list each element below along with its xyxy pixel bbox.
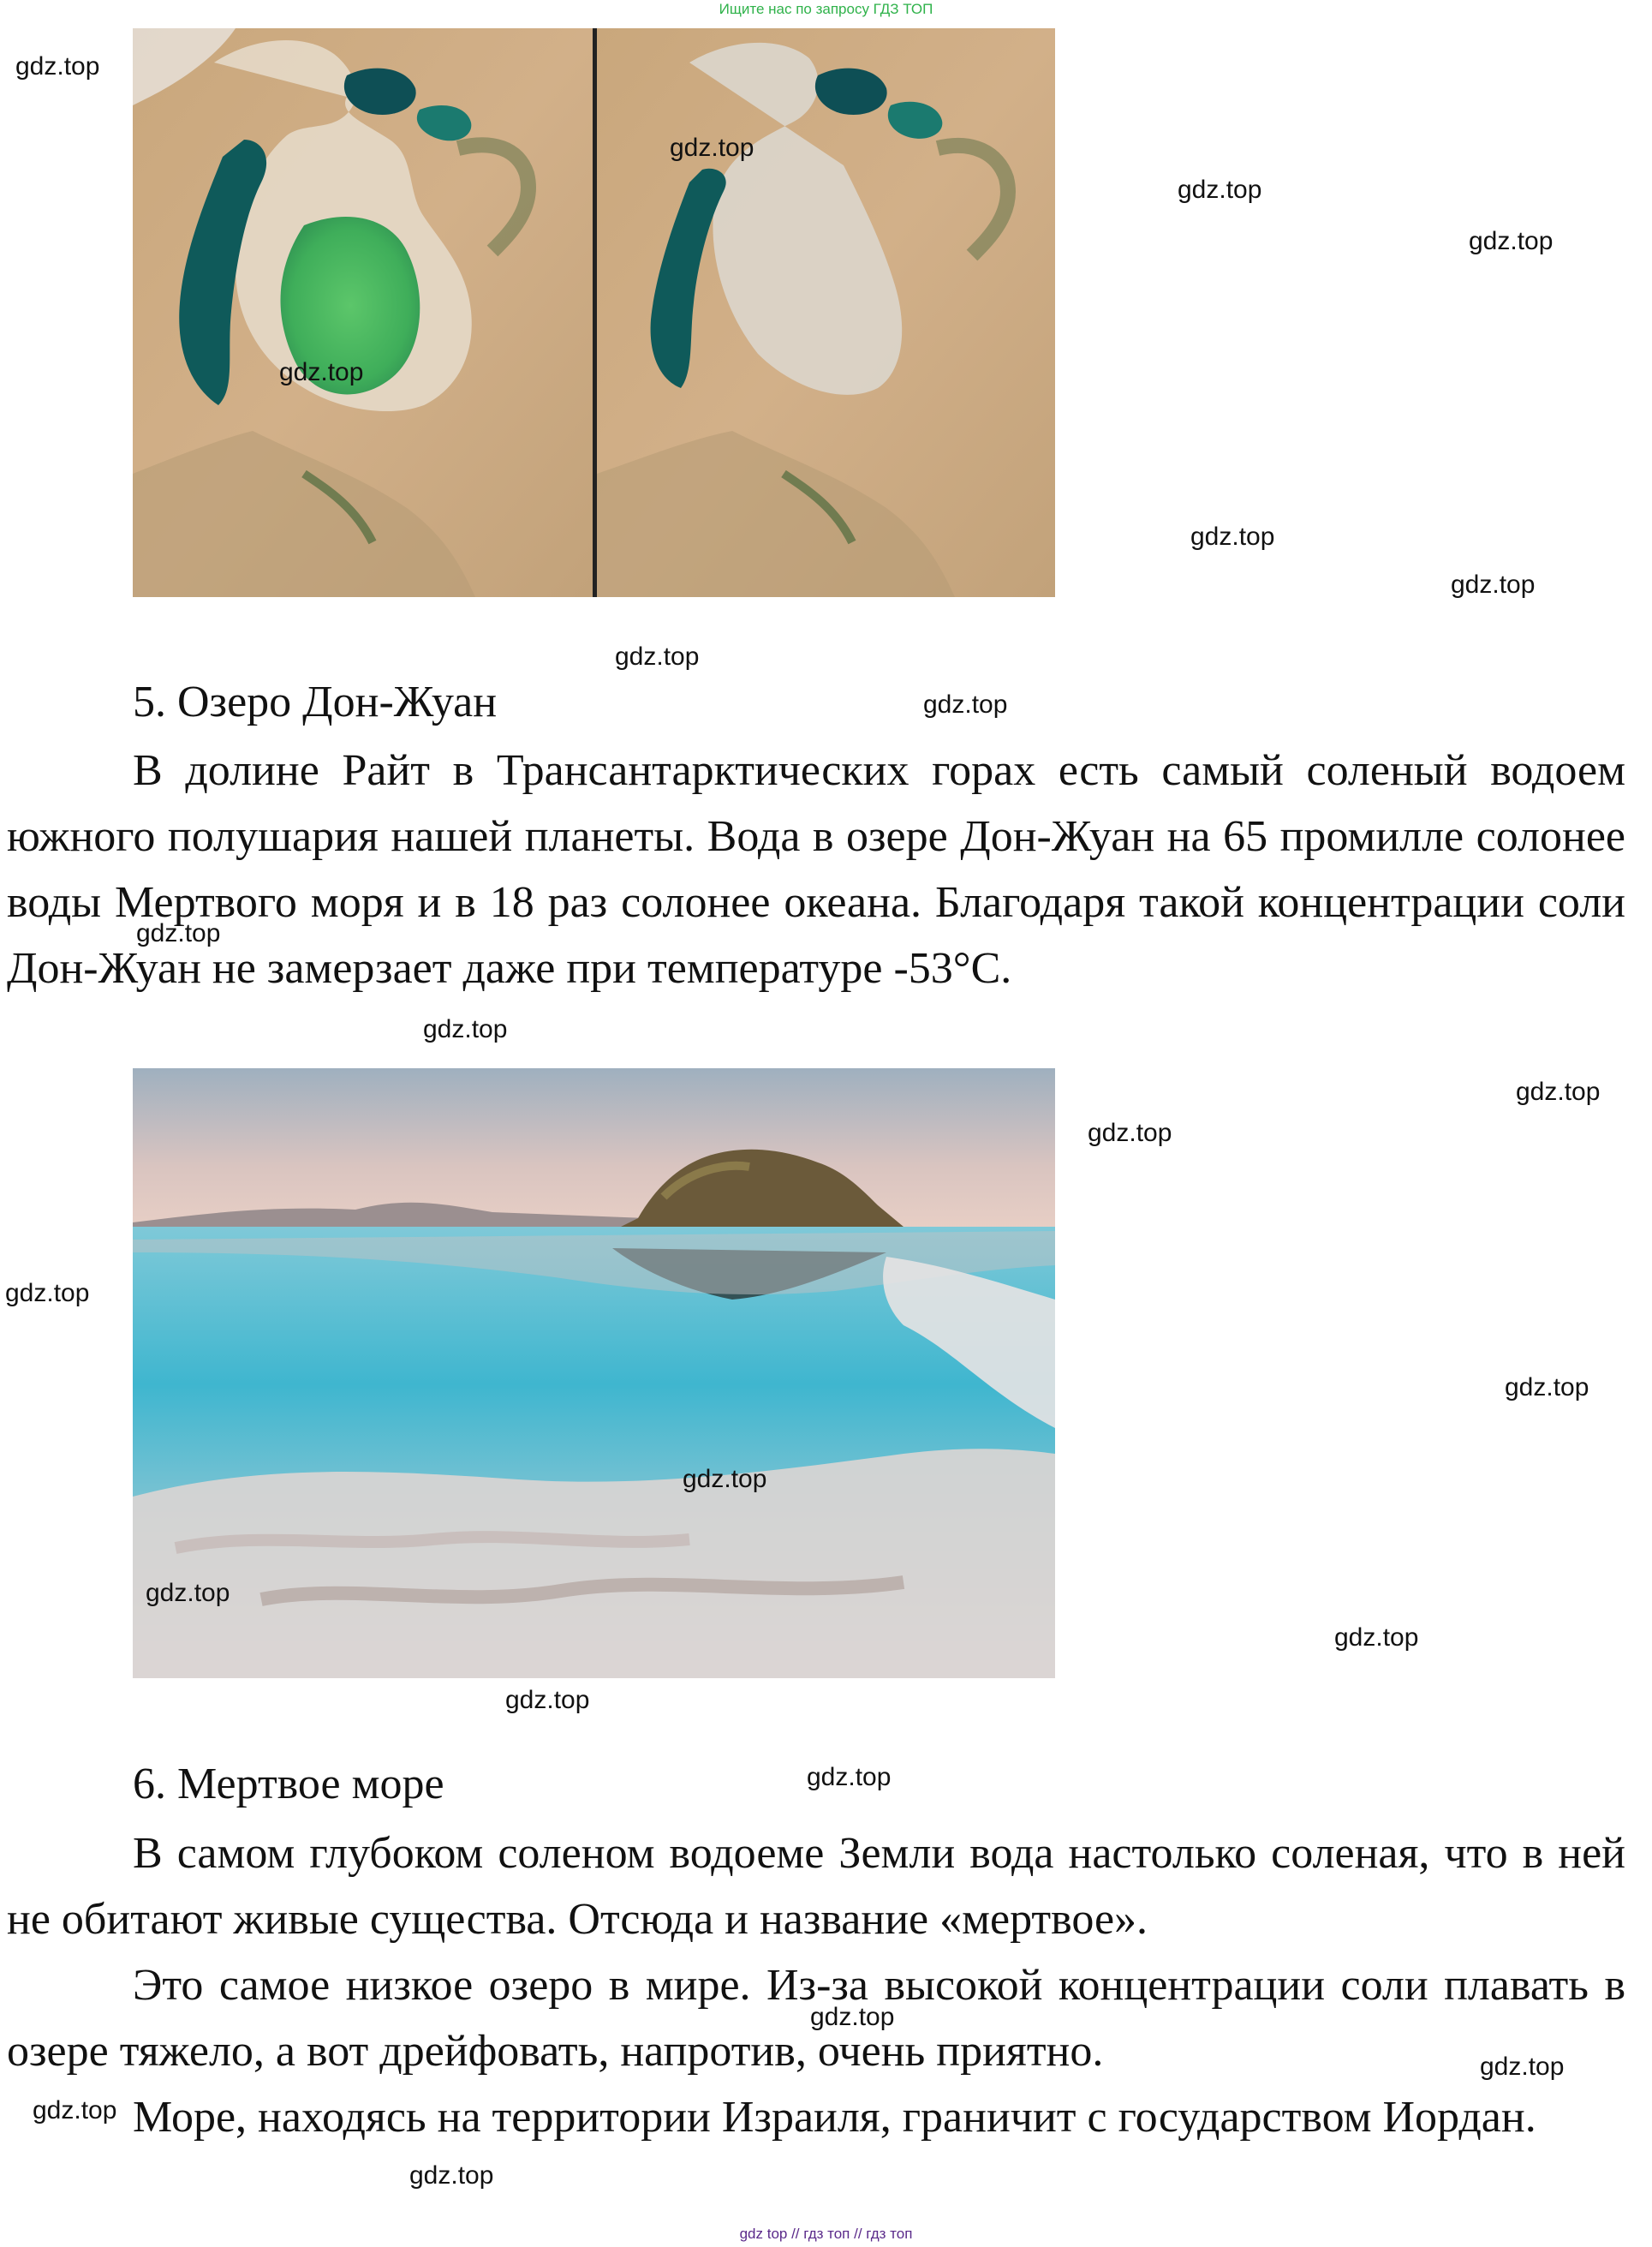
watermark: gdz.top: [5, 1279, 90, 1307]
watermark: gdz.top: [146, 1579, 230, 1607]
section-6-paragraph-1: В самом глубоком соленом водоеме Земли вода настолько соленая, что в ней не обитают живые существа. Отсюда и название «мертвое».: [7, 1829, 1625, 1944]
watermark: gdz.top: [423, 1015, 508, 1043]
watermark: gdz.top: [1178, 176, 1262, 204]
watermark: gdz.top: [1088, 1119, 1172, 1147]
section-6-heading: 6. Мертвое море: [133, 1760, 444, 1808]
watermark: gdz.top: [1516, 1078, 1601, 1106]
watermark: gdz.top: [615, 642, 700, 671]
section-5-paragraph: В долине Райт в Трансантарктических горах есть самый соленый водоем южного полушария нашей планеты. Вода в озере Дон-Жуан на 65 промилле солонее воды Мертвого моря и в 18 раз солонее океана. Благодаря такой концентрации соли Дон-Жуан не замерзает даже при температуре -53°С.: [7, 746, 1625, 993]
watermark: gdz.top: [1451, 571, 1536, 599]
watermark: gdz.top: [807, 1763, 892, 1791]
watermark: gdz.top: [1190, 523, 1275, 551]
section-5-heading: 5. Озеро Дон-Жуан: [133, 678, 498, 726]
watermark: gdz.top: [1334, 1623, 1419, 1652]
watermark: gdz.top: [670, 134, 754, 162]
section-6-paragraph-2: Это самое низкое озеро в мире. Из-за высокой концентрации соли плавать в озере тяжело, а вот дрейфовать, напротив, очень приятно.: [7, 1961, 1625, 2076]
watermark: gdz.top: [683, 1465, 767, 1493]
watermark: gdz.top: [279, 358, 364, 386]
watermark: gdz.top: [33, 2096, 117, 2124]
footer-links[interactable]: gdz top // гдз топ // гдз топ: [739, 2226, 913, 2242]
watermark: gdz.top: [1469, 227, 1554, 255]
watermark: gdz.top: [136, 919, 221, 947]
watermark: gdz.top: [505, 1686, 590, 1714]
watermark: gdz.top: [1505, 1373, 1589, 1401]
watermark: gdz.top: [1480, 2053, 1565, 2081]
section-6-paragraph-3: Море, находясь на территории Израиля, граничит с государством Иордан.: [133, 2093, 1536, 2142]
watermark: gdz.top: [923, 690, 1008, 719]
watermark: gdz.top: [15, 52, 100, 81]
search-banner[interactable]: Ищите нас по запросу ГДЗ ТОП: [719, 1, 933, 17]
watermark: gdz.top: [409, 2161, 494, 2190]
salt-lake-photo: [133, 1068, 1055, 1678]
watermark: gdz.top: [810, 2003, 895, 2031]
aral-sea-satellite-photo: [133, 28, 1055, 597]
